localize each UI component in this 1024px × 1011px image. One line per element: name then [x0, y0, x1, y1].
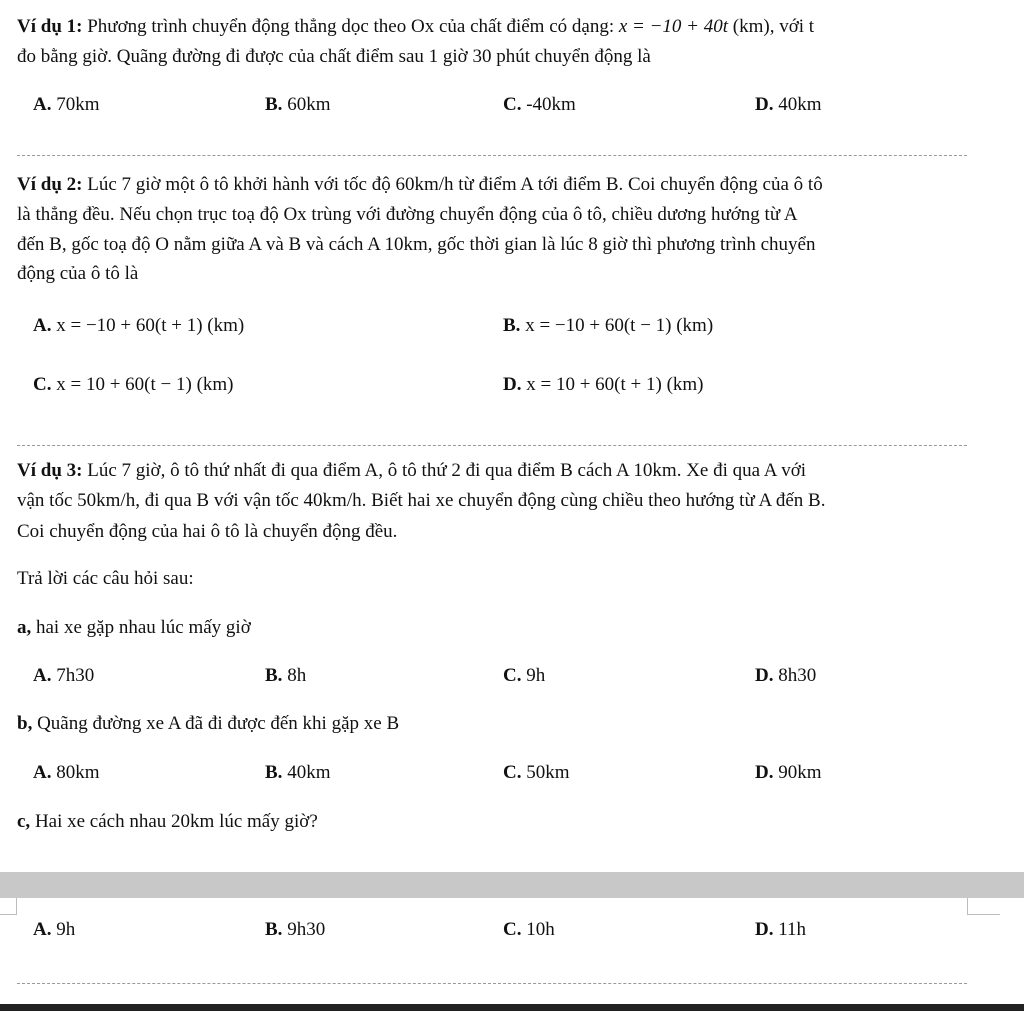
page-corner-mark-right: [967, 898, 1000, 915]
qa-option-a: [33, 663, 94, 689]
ex2-line3: đến B, gốc toạ độ O nằm giữa A và B và cách A 10km, gốc thời gian là lúc 8 giờ thì phương trình chuyển: [17, 234, 816, 255]
ex2-line2: là thẳng đều. Nếu chọn trục toạ độ Ox trùng với đường chuyển động của ô tô, chiều dương hướng từ A: [17, 204, 798, 225]
option-value: -40km: [521, 94, 576, 115]
option-key: A.: [33, 762, 52, 783]
option-value: 50km: [521, 762, 570, 783]
ex3-question-a: [17, 615, 251, 641]
option-key: D.: [755, 665, 774, 686]
ex1-label: Ví dụ 1:: [17, 16, 83, 37]
option-key: D.: [503, 374, 522, 395]
option-key: C.: [503, 94, 522, 115]
ex3-question-b: [17, 711, 399, 737]
qc-option-c: [503, 917, 555, 943]
question-text: hai xe gặp nhau lúc mấy giờ: [31, 617, 251, 638]
option-value: x = −10 + 60(t − 1) (km): [520, 315, 714, 336]
option-key: B.: [265, 665, 283, 686]
option-key: C.: [503, 919, 522, 940]
option-value: 8h: [282, 665, 307, 686]
separator-1: [17, 155, 967, 156]
option-value: 40km: [282, 762, 331, 783]
qb-option-b: [265, 760, 330, 786]
option-key: C.: [33, 374, 52, 395]
option-value: 9h30: [282, 919, 326, 940]
option-value: x = 10 + 60(t − 1) (km): [51, 374, 234, 395]
ex2-line4: động của ô tô là: [17, 263, 139, 284]
ex2-label: Ví dụ 2:: [17, 174, 83, 195]
ex3-label: Ví dụ 3:: [17, 460, 83, 481]
ex1-option-a: [33, 92, 100, 118]
ex1-line2: đo bằng giờ. Quãng đường đi được của chất điểm sau 1 giờ 30 phút chuyển động là: [17, 46, 651, 67]
ex2-line1: [17, 172, 823, 198]
question-text: Quãng đường xe A đã đi được đến khi gặp xe B: [32, 713, 400, 734]
ex1-option-c: [503, 92, 576, 118]
page-break-bar: [0, 872, 1024, 898]
ex2-option-c: [33, 372, 234, 398]
ex1-option-b: [265, 92, 330, 118]
option-key: A.: [33, 665, 52, 686]
ex2-option-a: [33, 313, 244, 339]
option-value: 9h: [521, 665, 546, 686]
ex1-line1: [17, 14, 814, 40]
qc-option-b: [265, 917, 325, 943]
question-label: b,: [17, 713, 33, 734]
ex2-option-b: [503, 313, 713, 339]
option-key: A.: [33, 94, 52, 115]
option-key: B.: [503, 315, 521, 336]
option-key: D.: [755, 762, 774, 783]
ex1-text2: (km), với t: [728, 16, 815, 37]
qc-option-d: [755, 917, 806, 943]
qa-option-d: [755, 663, 816, 689]
question-text: Hai xe cách nhau 20km lúc mấy giờ?: [30, 811, 318, 832]
option-value: 90km: [773, 762, 822, 783]
ex1-formula: x = −10 + 40t: [618, 16, 729, 37]
option-key: D.: [755, 919, 774, 940]
page-corner-mark-left: [0, 898, 17, 915]
qa-option-b: [265, 663, 306, 689]
option-key: C.: [503, 762, 522, 783]
option-value: 11h: [773, 919, 807, 940]
option-value: 10h: [521, 919, 555, 940]
ex1-text1: Phương trình chuyển động thẳng dọc theo Ox của chất điểm có dạng:: [82, 16, 619, 37]
option-key: B.: [265, 762, 283, 783]
option-key: C.: [503, 665, 522, 686]
ex2-line1-text: Lúc 7 giờ một ô tô khởi hành với tốc độ 60km/h từ điểm A tới điểm B. Coi chuyển động của ô tô: [82, 174, 823, 195]
option-value: 9h: [51, 919, 76, 940]
ex3-question-c: [17, 809, 318, 835]
ex1-option-d: [755, 92, 822, 118]
qc-option-a: [33, 917, 75, 943]
ex3-line2: vận tốc 50km/h, đi qua B với vận tốc 40km/h. Biết hai xe chuyển động cùng chiều theo hướng từ A đến B.: [17, 490, 826, 511]
separator-2: [17, 445, 967, 446]
ex2-option-d: [503, 372, 704, 398]
option-key: A.: [33, 315, 52, 336]
option-value: x = −10 + 60(t + 1) (km): [51, 315, 245, 336]
question-label: a,: [17, 617, 32, 638]
option-value: 40km: [773, 94, 822, 115]
option-key: B.: [265, 94, 283, 115]
option-value: 80km: [51, 762, 100, 783]
option-value: x = 10 + 60(t + 1) (km): [521, 374, 704, 395]
ex3-prompt: Trả lời các câu hỏi sau:: [17, 568, 194, 589]
qb-option-a: [33, 760, 100, 786]
separator-3: [17, 983, 967, 984]
qa-option-c: [503, 663, 545, 689]
ex3-line1: [17, 458, 806, 484]
ex3-line3: Coi chuyển động của hai ô tô là chuyển động đều.: [17, 521, 398, 542]
option-key: D.: [755, 94, 774, 115]
question-label: c,: [17, 811, 31, 832]
option-value: 60km: [282, 94, 331, 115]
option-value: 7h30: [51, 665, 95, 686]
qb-option-c: [503, 760, 570, 786]
ex3-line1-text: Lúc 7 giờ, ô tô thứ nhất đi qua điểm A, ô tô thứ 2 đi qua điểm B cách A 10km. Xe đi qua A với: [82, 460, 807, 481]
option-value: 70km: [51, 94, 100, 115]
option-key: B.: [265, 919, 283, 940]
bottom-edge: [0, 1004, 1024, 1011]
option-value: 8h30: [773, 665, 817, 686]
qb-option-d: [755, 760, 822, 786]
option-key: A.: [33, 919, 52, 940]
